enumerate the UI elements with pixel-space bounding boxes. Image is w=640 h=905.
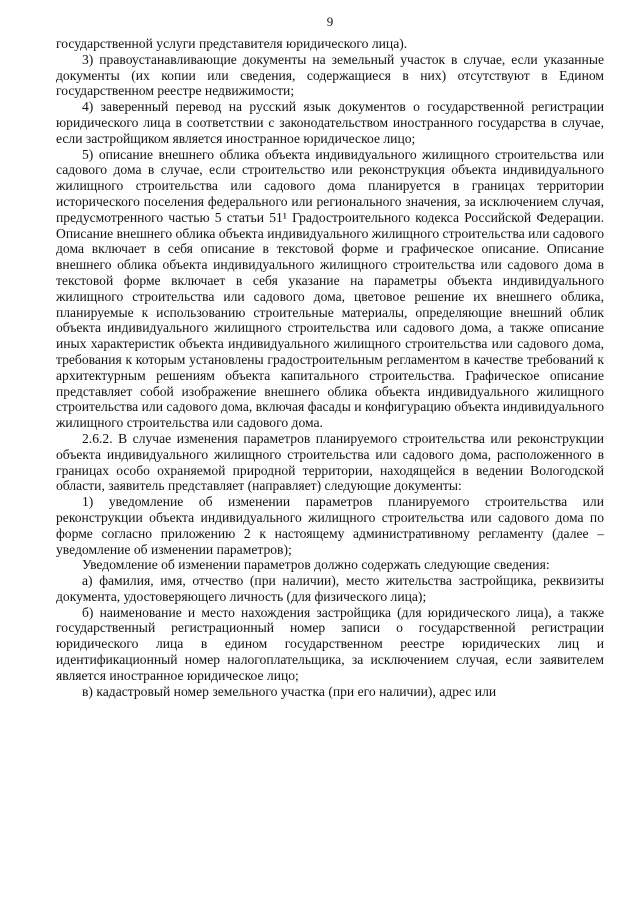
paragraph-item-v: в) кадастровый номер земельного участка (при его наличии), адрес или: [82, 683, 497, 699]
page-number: 9: [326, 14, 334, 29]
paragraph-item-1: 1) уведомление об изменении параметров планируемого строительства или реконструкции объекта индивидуального жилищного строительства или садового дома по форме согласно приложению 2 к настоящему административному регламенту (далее – уведомление об изменении параметров);: [56, 494, 604, 557]
paragraph-continuation: государственной услуги представителя юридического лица).: [56, 36, 408, 51]
paragraph-item-5: 5) описание внешнего облика объекта индивидуального жилищного строительства или садового дома в случае, если строительство или реконструкция объекта индивидуального жилищного строительства или садового дома планируется в границах территории исторического поселения федерального или регионального значения, за исключением случая, предусмотренного частью 5 статьи 51¹ Градостроительного кодекса Российской Федерации. Описание внешнего облика объекта индивидуального жилищного строительства или садового дома включает в себя описание в текстовой форме и графическое описание. Описание внешнего облика объекта индивидуального жилищного строительства или садового дома в текстовой форме включает в себя указание на параметры объекта индивидуального жилищного строительства или садового дома, цветовое решение их внешнего облика, планируемые к использованию строительные материалы, определяющие внешний облик объекта индивидуального жилищного строительства или садового дома, а также описание иных характеристик объекта индивидуального жилищного строительства или садового дома, требования к которым установлены градостроительным регламентом в качестве требований к архитектурным решениям объекта капитального строительства. Графическое описание представляет собой изображение внешнего облика объекта индивидуального жилищного строительства или садового дома, включая фасады и конфигурацию объекта индивидуального жилищного строительства или садового дома.: [56, 146, 604, 431]
paragraph-section-2-6-2: 2.6.2. В случае изменения параметров планируемого строительства или реконструкции объекта индивидуального жилищного строительства или садового дома, расположенного в границах особо охраняемой природной территории, находящейся в ведении Вологодской области, заявитель представляет (направляет) следующие документы:: [56, 430, 604, 494]
paragraph-item-4: 4) заверенный перевод на русский язык документов о государственной регистрации юридического лица в соответствии с законодательством иностранного государства в случае, если застройщиком является иностранное юридическое лицо;: [56, 99, 604, 146]
paragraph-notice-contents: Уведомление об изменении параметров должно содержать следующие сведения:: [82, 557, 550, 573]
paragraph-item-a: а) фамилия, имя, отчество (при наличии), место жительства застройщика, реквизиты документа, удостоверяющего личность (для физического лица);: [56, 573, 604, 604]
document-body: [56, 36, 604, 699]
paragraph-item-3: 3) правоустанавливающие документы на земельный участок в случае, если указанные документы (их копии или сведения, содержащиеся в них) отсутствуют в Едином государственном реестре недвижимости;: [56, 51, 604, 99]
paragraph-item-b: б) наименование и место нахождения застройщика (для юридического лица), а также государственный регистрационный номер записи о государственной регистрации юридического лица в едином государственном реестре юридических лиц и идентификационный номер налогоплательщика, за исключением случая, если заявителем является иностранное юридическое лицо;: [56, 604, 604, 683]
